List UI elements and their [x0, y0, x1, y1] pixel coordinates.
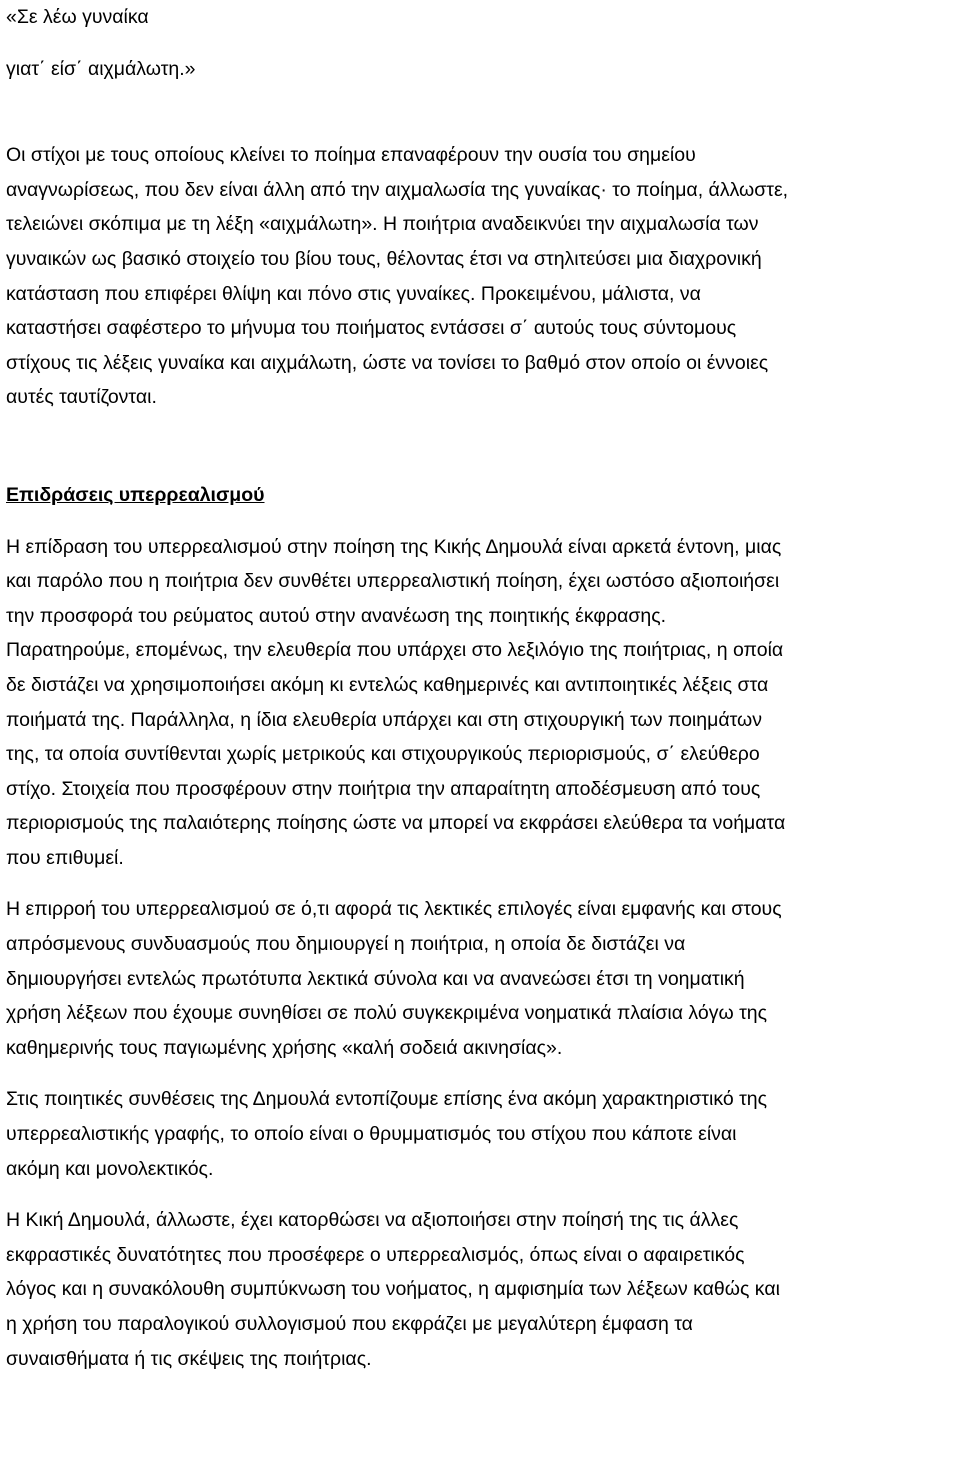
- section-heading: Επιδράσεις υπερρεαλισμού: [6, 483, 265, 506]
- text-line: τελειώνει σκόπιμα με τη λέξη «αιχμάλωτη». Η ποιήτρια αναδεικνύει την αιχμαλωσία των: [6, 213, 759, 236]
- text-line: γυναικών ως βασικό στοιχείο του βίου τους, θέλοντας έτσι να στηλιτεύσει μια διαχρονική: [6, 247, 762, 270]
- text-line: την προσφορά του ρεύματος αυτού στην ανανέωση της ποιητικής έκφρασης.: [6, 604, 667, 627]
- paragraph-lexical-choices: [6, 892, 956, 1065]
- text-line: ποιήματά της. Παράλληλα, η ίδια ελευθερία υπάρχει και στη στιχουργική των ποιημάτων: [6, 708, 762, 731]
- text-line: που επιθυμεί.: [6, 846, 124, 869]
- text-line: περιορισμούς της παλαιότερης ποίησης ώστε να μπορεί να εκφράσει ελεύθερα τα νοήματα: [6, 812, 786, 835]
- text-line: χρήση λέξεων που έχουμε συνηθίσει σε πολύ συγκεκριμένα νοηματικά πλαίσια λόγω της: [6, 1002, 768, 1025]
- document-page: [6, 0, 956, 1376]
- text-line: Στις ποιητικές συνθέσεις της Δημουλά εντοπίζουμε επίσης ένα ακόμη χαρακτηριστικό της: [6, 1088, 768, 1111]
- text-line: η χρήση του παραλογικού συλλογισμού που εκφράζει με μεγαλύτερη έμφαση τα: [6, 1313, 693, 1335]
- paragraph-commentary: [6, 138, 956, 415]
- text-line: ακόμη και μονολεκτικός.: [6, 1157, 214, 1180]
- paragraph-surrealism-influence: [6, 530, 956, 876]
- text-line: στίχο. Στοιχεία που προσφέρουν στην ποιήτρια την απαραίτητη αποδέσμευση από τους: [6, 777, 761, 800]
- text-line: καθημερινής τους παγιωμένης χρήσης «καλή σοδειά ακινησίας».: [6, 1036, 563, 1059]
- text-line: καταστήσει σαφέστερο το μήνυμα του ποιήματος εντάσσει σ΄ αυτούς τους σύντομους: [6, 317, 737, 340]
- text-line: αυτές ταυτίζονται.: [6, 386, 157, 409]
- text-line: δε διστάζει να χρησιμοποιήσει ακόμη κι εντελώς καθημερινές και αντιποιητικές λέξεις στα: [6, 673, 769, 696]
- text-line: Παρατηρούμε, επομένως, την ελευθερία που υπάρχει στο λεξιλόγιο της ποιήτριας, η οποία: [6, 639, 784, 662]
- text-line: εκφραστικές δυνατότητες που προσέφερε ο υπερρεαλισμός, όπως είναι ο αφαιρετικός: [6, 1243, 745, 1266]
- text-line: Η επιρροή του υπερρεαλισμού σε ό,τι αφορά τις λεκτικές επιλογές είναι εμφανής και στους: [6, 898, 782, 921]
- verse-quote: [6, 0, 956, 86]
- text-line: δημιουργήσει εντελώς πρωτότυπα λεκτικά σύνολα και να ανανεώσει έτσι τη νοηματική: [6, 967, 745, 990]
- text-line: της, τα οποία συντίθενται χωρίς μετρικούς και στιχουργικούς περιορισμούς, σ΄ ελεύθερο: [6, 743, 760, 766]
- text-line: και παρόλο που η ποιήτρια δεν συνθέτει υπερρεαλιστική ποίηση, έχει ωστόσο αξιοποιήσει: [6, 570, 780, 593]
- paragraph-expressive-possibilities: [6, 1203, 956, 1376]
- text-line: κατάσταση που επιφέρει θλίψη και πόνο στις γυναίκες. Προκειμένου, μάλιστα, να: [6, 282, 701, 305]
- text-line: Η επίδραση του υπερρεαλισμού στην ποίηση της Κικής Δημουλά είναι αρκετά έντονη, μιας: [6, 535, 782, 558]
- text-line: αναγνωρίσεως, που δεν είναι άλλη από την αιχμαλωσία της γυναίκας· το ποίημα, άλλωστε,: [6, 178, 789, 201]
- verse-line: «Σε λέω γυναίκα: [6, 6, 149, 28]
- text-line: Οι στίχοι με τους οποίους κλείνει το ποίημα επαναφέρουν την ουσία του σημείου: [6, 144, 696, 167]
- text-line: συναισθήματα ή τις σκέψεις της ποιήτριας.: [6, 1347, 372, 1370]
- text-line: στίχους τις λέξεις γυναίκα και αιχμάλωτη, ώστε να τονίσει το βαθμό στον οποίο οι έννοιες: [6, 351, 769, 374]
- text-line: λόγος και η συνακόλουθη συμπύκνωση του νοήματος, η αμφισημία των λέξεων καθώς και: [6, 1278, 780, 1301]
- text-line: υπερρεαλιστικής γραφής, το οποίο είναι ο θρυμματισμός του στίχου που κάποτε είναι: [6, 1123, 737, 1146]
- text-line: απρόσμενους συνδυασμούς που δημιουργεί η ποιήτρια, η οποία δε διστάζει να: [6, 933, 686, 956]
- paragraph-verse-fragmentation: [6, 1082, 956, 1186]
- verse-line: γιατ΄ είσ΄ αιχμάλωτη.»: [6, 57, 196, 80]
- text-line: Η Κική Δημουλά, άλλωστε, έχει κατορθώσει να αξιοποιήσει στην ποίησή της τις άλλες: [6, 1209, 739, 1232]
